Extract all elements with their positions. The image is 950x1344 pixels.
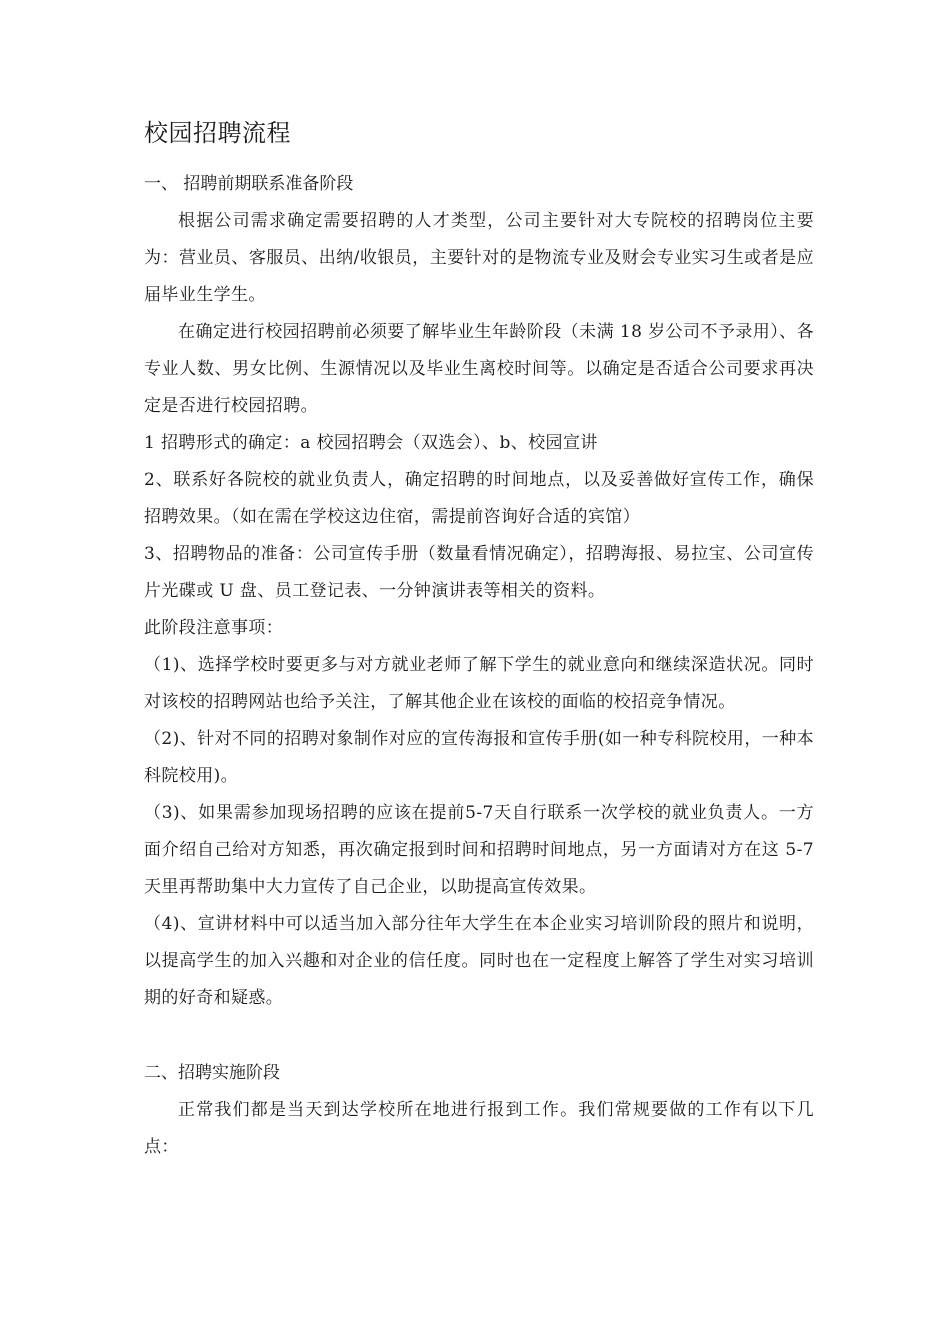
section-1-item-3: 3、招聘物品的准备：公司宣传手册（数量看情况确定），招聘海报、易拉宝、公司宣传片光碟或 U 盘、员工登记表、一分钟演讲表等相关的资料。: [144, 544, 814, 601]
section-spacer: [144, 1017, 814, 1055]
notes-heading: 此阶段注意事项：: [144, 618, 284, 638]
note-1: （1)、选择学校时要更多与对方就业老师了解下学生的就业意向和继续深造状况。同时对该校的招聘网站也给予关注，了解其他企业在该校的面临的校招竞争情况。: [144, 655, 814, 712]
section-1-heading: 一、 招聘前期联系准备阶段: [144, 174, 354, 194]
section-1-paragraph-1: 根据公司需求确定需要招聘的人才类型，公司主要针对大专院校的招聘岗位主要为：营业员、客服员、出纳/收银员，主要针对的是物流专业及财会专业实习生或者是应届毕业生学生。: [144, 211, 814, 305]
section-1-item-1: 1 招聘形式的确定：a 校园招聘会（双选会）、b、校园宣讲: [144, 433, 598, 453]
note-3: （3)、如果需参加现场招聘的应该在提前5-7天自行联系一次学校的就业负责人。一方面介绍自己给对方知悉，再次确定报到时间和招聘时间地点，另一方面请对方在这 5-7 天里再帮助集中大力宣传了自己企业，以助提高宣传效果。: [144, 803, 814, 897]
section-1-item-2: 2、联系好各院校的就业负责人，确定招聘的时间地点，以及妥善做好宣传工作，确保招聘效果。（如在需在学校这边住宿，需提前咨询好合适的宾馆）: [144, 470, 814, 527]
document-body: [144, 114, 814, 1166]
note-4: （4)、宣讲材料中可以适当加入部分往年大学生在本企业实习培训阶段的照片和说明，以提高学生的加入兴趣和对企业的信任度。同时也在一定程度上解答了学生对实习培训期的好奇和疑惑。: [144, 914, 814, 1008]
section-2-paragraph-1: 正常我们都是当天到达学校所在地进行报到工作。我们常规要做的工作有以下几点：: [144, 1100, 814, 1157]
note-2: （2)、针对不同的招聘对象制作对应的宣传海报和宣传手册(如一种专科院校用，一种本科院校用)。: [144, 729, 814, 786]
section-1-paragraph-2: 在确定进行校园招聘前必须要了解毕业生年龄阶段（未满 18 岁公司不予录用）、各专业人数、男女比例、生源情况以及毕业生离校时间等。以确定是否适合公司要求再决定是否进行校园招聘。: [144, 322, 814, 416]
document-title: 校园招聘流程: [144, 119, 291, 147]
section-2-heading: 二、招聘实施阶段: [144, 1063, 280, 1083]
